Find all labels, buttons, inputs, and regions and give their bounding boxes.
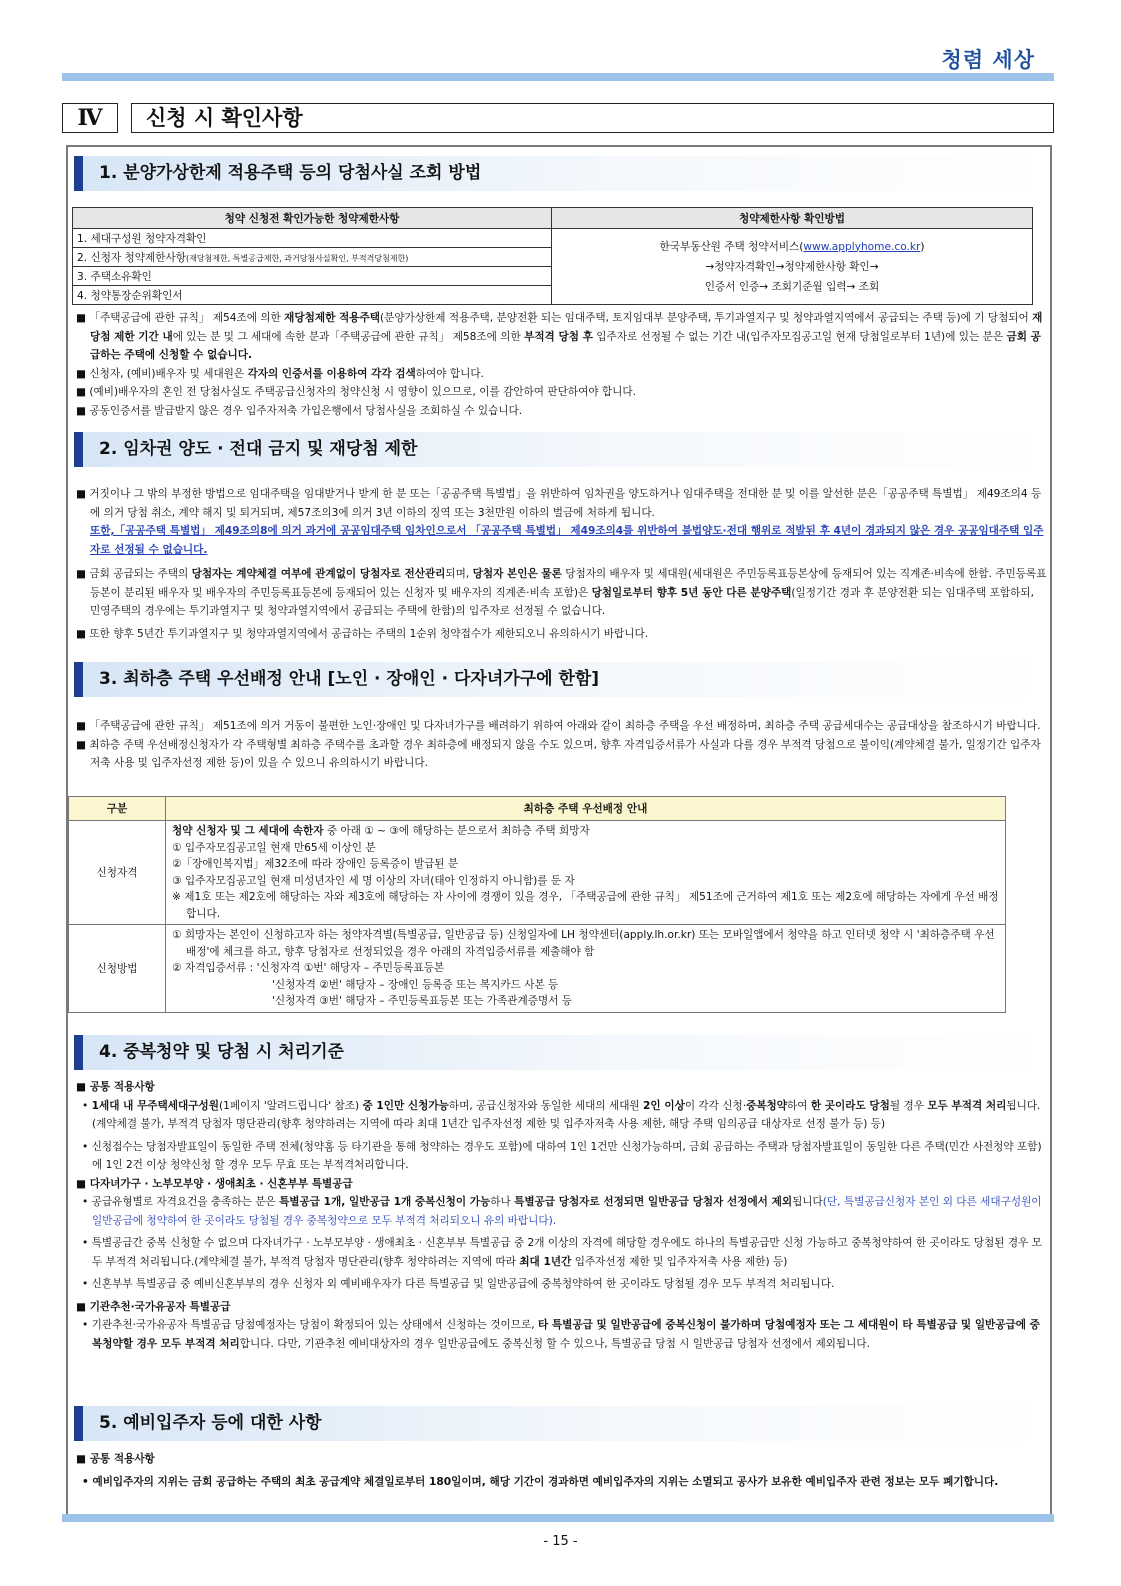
subsection-title-4: 4. 중복청약 및 당첨 시 처리기준: [74, 1035, 1044, 1070]
s5-bullets: [76, 1450, 1047, 1491]
qualification-cell: 청약 신청자 및 그 세대에 속한자 중 아래 ① ~ ③에 해당하는 분으로서 최하층 주택 희망자 ① 입주자모집공고일 현재 만65세 이상인 분 ②「장애인복지법」제32조에 따라 장애인 등록증이 발급된 분 ③ 입주자모집공고일 현재 미성년자인 세 명 이상의 자녀(태아 인정하지 아니함)를 둔 자 ※ 제1호 또는 제2호에 해당하는 자와 제3호에 해당하는 자 사이에 경쟁이 있을 경우, 「주택공급에 관한 규칙」 제51조에 근거하여 제1호 또는 제2호에 해당하는 자에게 우선 배정합니다.: [166, 821, 1006, 925]
table-header: 청약 신청전 확인가능한 청약제한사항: [73, 208, 552, 229]
bullet: • 예비입주자의 지위는 금회 공급하는 주택의 최초 공급계약 체결일로부터 180일이며, 해당 기간이 경과하면 예비입주자의 지위는 소멸되고 공사가 보유한 예비입주자 관련 정보는 모두 폐기합니다.: [82, 1475, 999, 1488]
table-header: 구분: [69, 797, 166, 821]
sub-heading: ■ 기관추천·국가유공자 특별공급: [76, 1300, 231, 1313]
logo: 청렴 세상: [941, 47, 1035, 72]
bullet: ■ 신청자, (예비)배우자 및 세대원은 각자의 인증서를 이용하여 각각 검색하여야 합니다.: [76, 367, 484, 380]
bullet: ■ 「주택공급에 관한 규칙」 제54조에 의한 재당첨제한 적용주택(분양가상한제 적용주택, 분양전환 되는 임대주택, 토지임대부 분양주택, 투기과열지구 및 청약과열지역에서 공급되는 주택 등)에 기 당첨되어 재당첨 제한 기간 내에 있는 분 및 그 세대에 속한 분과「주택공급에 관한 규칙」 제58조에 의한 부적격 당첨 후 입주자로 선정될 수 없는 기간 내(입주자모집공고일 현재 당첨일로부터 1년)에 있는 분은 금회 공급하는 주택에 신청할 수 없습니다.: [76, 312, 1043, 361]
subsection-title-3: 3. 최하층 주택 우선배정 안내 [노인 · 장애인 · 다자녀가구에 한함]: [74, 662, 1044, 697]
sub-heading: ■ 공통 적용사항: [76, 1453, 155, 1465]
bullet: ■ 거짓이나 그 밖의 부정한 방법으로 임대주택을 임대받거나 받게 한 분 또는「공공주택 특별법」을 위반하여 임차권을 양도하거나 임대주택을 전대한 분 및 이를 알선한 분은「공공주택 특별법」 제49조의4 등에 의거 당첨 취소, 계약 해지 및 퇴거되며, 제57조의3에 의거 3년 이하의 징역 또는 3천만원 이하의 벌금에 처하게 됩니다. 또한,「공공주택 특별법」 제49조의8에 의거 과거에 공공임대주택 임차인으로서 「공공주택 특별법」 제49조의4를 위반하여 불법양도·전대 행위로 적발된 후 4년이 경과되지 않은 경우 공공임대주택 입주자로 선정될 수 없습니다.: [76, 488, 1044, 556]
table-cell: 3. 주택소유확인: [73, 267, 552, 286]
bottom-bar: [62, 1514, 1054, 1522]
bullet: • 특별공급간 중복 신청할 수 없으며 다자녀가구 · 노부모부양 · 생애최초 · 신혼부부 특별공급 중 2개 이상의 자격에 해당할 경우에도 하나의 특별공급만 신청 가능하고 중복청약하여 한 곳이라도 당첨된 경우 모두 부적격 처리됩니다.(계약체결 불가, 부적격 당첨자 명단관리(향후 청약하려는 지역에 따라 최대 1년간 입주자선정 제한 및 입주자저축 사용 제한) 등): [82, 1237, 1042, 1268]
row-label: 신청방법: [69, 925, 166, 1013]
table-cell: 4. 청약통장순위확인서: [73, 286, 552, 305]
subsection-title-5: 5. 예비입주자 등에 대한 사항: [74, 1406, 1044, 1441]
bullet: • 1세대 내 무주택세대구성원(1페이지 '알려드립니다' 참조) 중 1인만 신청가능하며, 공급신청자와 동일한 세대의 세대원 2인 이상이 각각 신청·중복청약하여 한 곳이라도 당첨될 경우 모두 부적격 처리됩니다.(계약체결 불가, 부적격 당첨자 명단관리(향후 청약하려는 지역에 따라 최대 1년간 입주자선정 제한 및 입주자저축 사용 제한, 해당 주택 임의공급 대상자로 선정 불가 등) 등): [82, 1099, 1041, 1130]
bullet: ■ 또한 향후 5년간 투기과열지구 및 청약과열지역에서 공급하는 주택의 1순위 청약접수가 제한되오니 유의하시기 바랍니다.: [76, 627, 649, 640]
bullet: • 공급유형별로 자격요건을 충족하는 분은 특별공급 1개, 일반공급 1개 중복신청이 가능하나 특별공급 당첨자로 선정되면 일반공급 당첨자 선정에서 제외됩니다(단, 특별공급신청자 본인 외 다른 세대구성원이 일반공급에 청약하여 한 곳이라도 당첨될 경우 중복청약으로 모두 부적격 처리되오니 유의 바랍니다).: [82, 1196, 1042, 1227]
restriction-table: [72, 207, 1033, 305]
table-cell: 1. 세대구성원 청약자격확인: [73, 229, 552, 248]
page-number: - 15 -: [543, 1534, 578, 1549]
table-header: 청약제한사항 확인방법: [552, 208, 1033, 229]
bullet: ■ 금회 공급되는 주택의 당첨자는 계약체결 여부에 관계없이 당첨자로 전산관리되며, 당첨자 본인은 물론 당첨자의 배우자 및 세대원(세대원은 주민등록표등본상에 등재되어 있는 직계존·비속에 한함. 주민등록표등본이 분리된 배우자 및 배우자의 주민등록표등본에 등재되어 있는 신청자 및 배우자의 직계존·비속 포함)은 당첨일로부터 향후 5년 동안 다른 분양주택(일정기간 경과 후 분양전환 되는 임대주택 포함하되, 민영주택의 경우에는 투기과열지구 및 청약과열지역에서 공급되는 주택에 한함)의 입주자로 선정될 수 없습니다.: [76, 568, 1047, 617]
subsection-title-1: 1. 분양가상한제 적용주택 등의 당첨사실 조회 방법: [74, 156, 1044, 191]
applyhome-link[interactable]: www.applyhome.co.kr: [803, 240, 921, 253]
bullet: ■ 「주택공급에 관한 규칙」 제51조에 의거 거동이 불편한 노인·장애인 및 다자녀가구를 배려하기 위하여 아래와 같이 최하층 주택을 우선 배정하며, 최하층 주택 공급세대수는 공급대상을 참조하시기 바랍니다.: [76, 720, 1041, 732]
top-bar: [62, 73, 1054, 81]
table-cell: 2. 신청자 청약제한사항(재당첨제한, 특별공급제한, 과거당첨사실확인, 부적격당첨제한): [73, 248, 552, 267]
bullet: ■ 최하층 주택 우선배정신청자가 각 주택형별 최하층 주택수를 초과할 경우 최하층에 배정되지 않을 수도 있으며, 향후 자격입증서류가 사실과 다를 경우 부적격 당첨으로 불이익(계약체결 불가, 일정기간 입주자저축 사용 및 입주자선정 제한 등)이 있을 수 있으니 유의하시기 바랍니다.: [76, 738, 1041, 769]
s1-bullets: [76, 309, 1047, 420]
section-title: 신청 시 확인사항: [146, 106, 303, 130]
subsection-title-2: 2. 임차권 양도 · 전대 금지 및 재당첨 제한: [74, 432, 1044, 467]
sub-heading: ■ 공통 적용사항: [76, 1081, 155, 1093]
section-number: Ⅳ: [62, 103, 118, 133]
table-header: 최하층 주택 우선배정 안내: [166, 797, 1006, 821]
s3-bullets: [76, 717, 1047, 773]
bullet: ■ 공동인증서를 발급받지 않은 경우 입주자저축 가입은행에서 당첨사실을 조회하실 수 있습니다.: [76, 404, 523, 417]
bullet: • 신청접수는 당첨자발표일이 동일한 주택 전체(청약홈 등 타기관을 통해 청약하는 경우도 포함)에 대하여 1인 1건만 신청가능하며, 금회 공급하는 주택과 당첨자발표일이 동일한 다른 주택(민간 사전청약 포함)에 1인 2건 이상 청약신청 할 경우 모두 무효 또는 부적격처리합니다.: [82, 1140, 1042, 1171]
priority-table: [68, 796, 1006, 1013]
s4-bullets: [76, 1078, 1047, 1353]
method-cell: 한국부동산원 주택 청약서비스(www.applyhome.co.kr) →청약자격확인→청약제한사항 확인→ 인증서 인증→ 조회기준월 입력→ 조회: [552, 229, 1033, 305]
sub-heading: ■ 다자녀가구 · 노부모부양 · 생애최초 · 신혼부부 특별공급: [76, 1177, 353, 1190]
bullet: • 기관추천·국가유공자 특별공급 당첨예정자는 당첨이 확정되어 있는 상태에서 신청하는 것이므로, 타 특별공급 및 일반공급에 중복신청이 불가하며 당첨예정자 또는 그 세대원이 타 특별공급 및 일반공급에 중복청약할 경우 모두 부적격 처리합니다. 다만, 기관추천 예비대상자의 경우 일반공급에도 중복신청 할 수 있으나, 특별공급 당첨 시 일반공급 당첨자 선정에서 제외됩니다.: [82, 1319, 1040, 1350]
s2-bullets: [76, 485, 1047, 643]
method-cell: ① 희망자는 본인이 신청하고자 하는 청약자격별(특별공급, 일반공급 등) 신청일자에 LH 청약센터(apply.lh.or.kr) 또는 모바일앱에서 청약을 하고 인터넷 청약 시 '최하층주택 우선배정'에 체크를 하고, 향후 당첨자로 선정되었을 경우 아래의 자격입증서류를 제출해야 함 ② 자격입증서류 : '신청자격 ①번' 해당자 – 주민등록표등본 '신청자격 ②번' 해당자 – 장애인 등록증 또는 복지카드 사본 등 '신청자격 ③번' 해당자 – 주민등록표등본 또는 가족관계증명서 등: [166, 925, 1006, 1013]
bullet: ■ (예비)배우자의 혼인 전 당첨사실도 주택공급신청자의 청약신청 시 영향이 있으므로, 이를 감안하여 판단하여야 합니다.: [76, 386, 636, 398]
row-label: 신청자격: [69, 821, 166, 925]
bullet: • 신혼부부 특별공급 중 예비신혼부부의 경우 신청자 외 예비배우자가 다른 특별공급 및 일반공급에 중복청약하여 한 곳이라도 당첨될 경우 모두 부적격 처리됩니다.: [82, 1278, 835, 1290]
